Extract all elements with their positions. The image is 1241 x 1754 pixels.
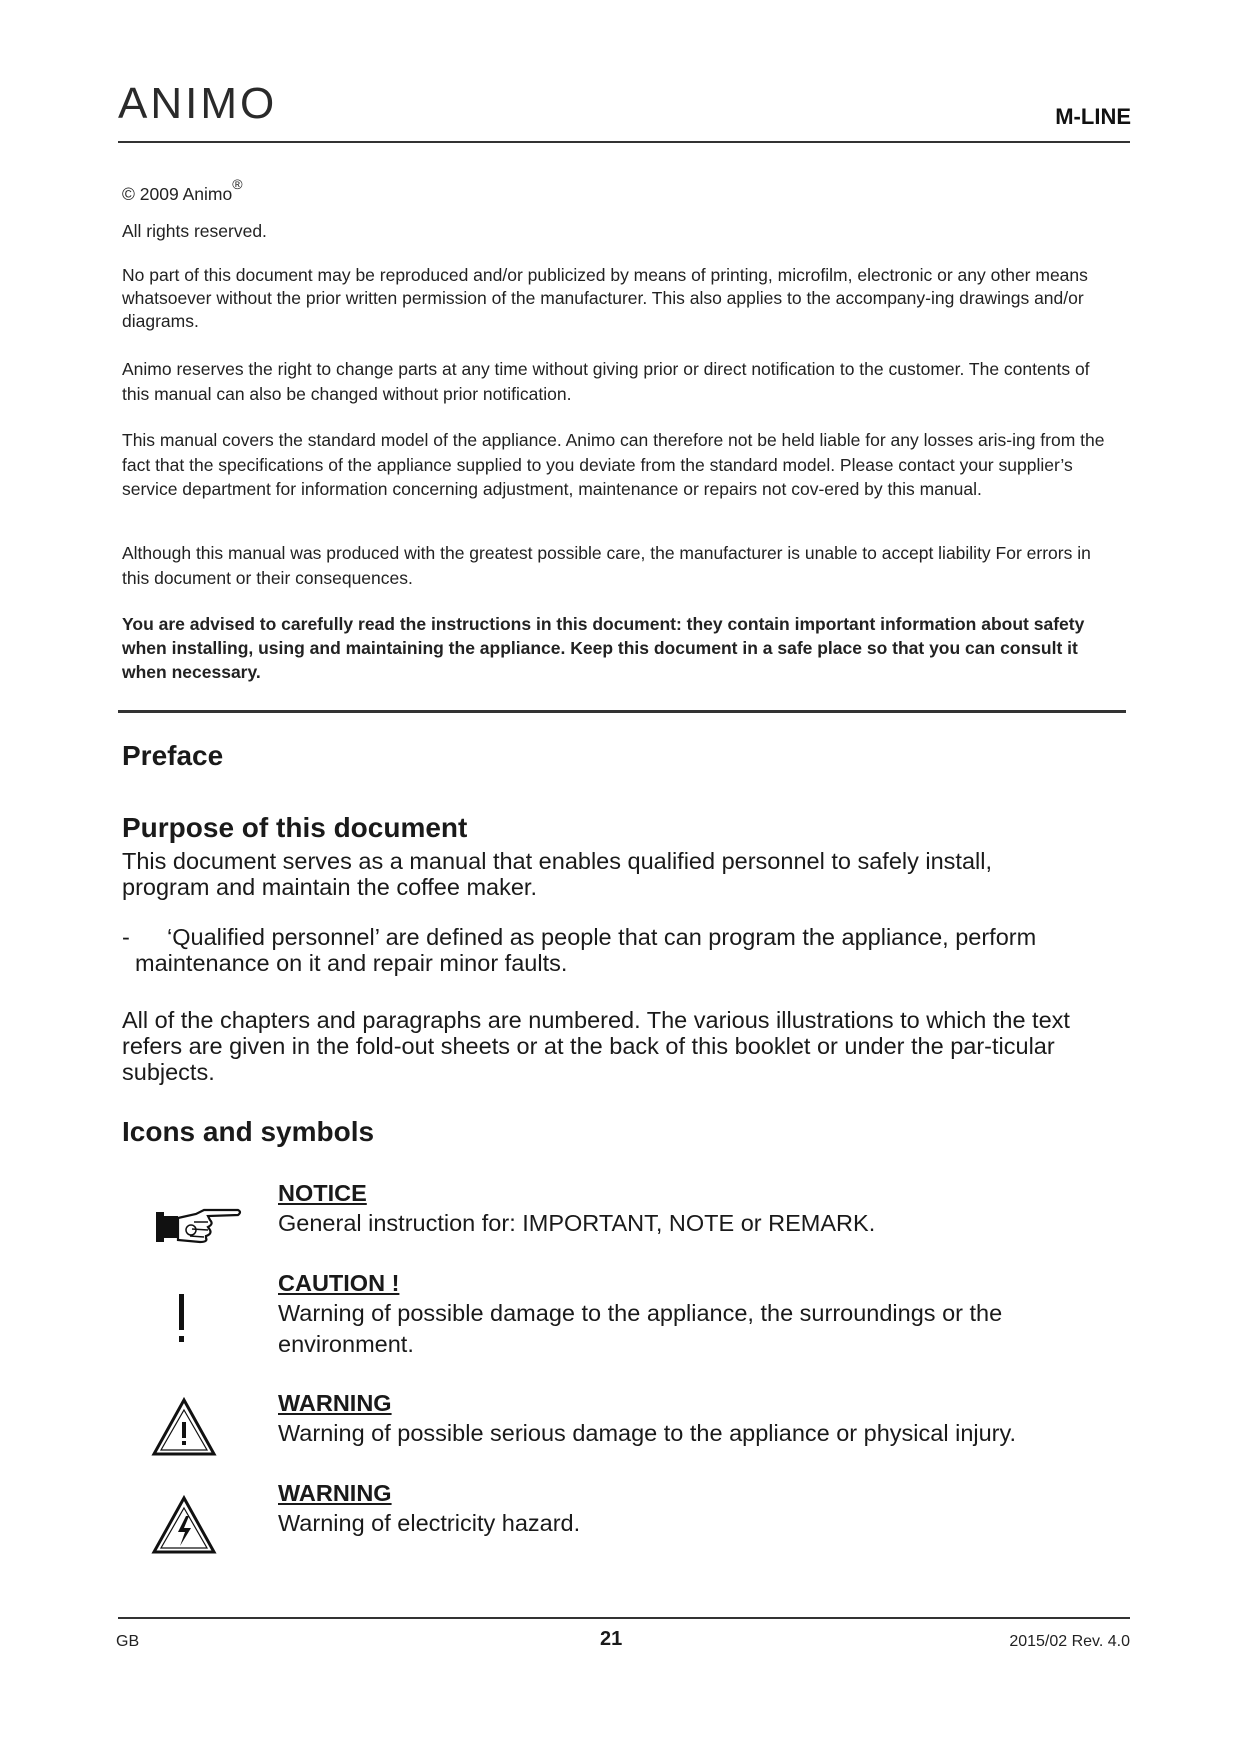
electricity-warning-text: Warning of electricity hazard. — [278, 1510, 581, 1536]
legal-paragraph-3: This manual covers the standard model of the appliance. Animo can therefore not be held liable for any losses aris-ing from the fact that the specifications of the appliance supplied to you deviate from the standard model. Please contact your supplier’s service department for information concerning adjustment, maintenance or repairs not cov-ered by this manual. — [122, 430, 1105, 499]
warning-title: WARNING — [278, 1390, 392, 1416]
icons-title: Icons and symbols — [122, 1116, 375, 1147]
footer-revision: 2015/02 Rev. 4.0 — [1009, 1633, 1130, 1650]
brand-logo: ANIMO — [118, 79, 278, 128]
caution-text: Warning of possible damage to the appliance, the surroundings or the environment. — [278, 1300, 1003, 1357]
copyright-line — [122, 176, 1142, 206]
section-divider — [118, 710, 1126, 713]
list-item — [122, 924, 1112, 976]
purpose-title: Purpose of this document — [122, 812, 468, 843]
model-name: M-LINE — [1055, 104, 1131, 129]
footer-language: GB — [116, 1633, 140, 1650]
pointing-hand-icon — [150, 1200, 246, 1256]
registered-mark: ® — [232, 176, 243, 192]
legal-paragraph-2: Animo reserves the right to change parts at any time without giving prior or direct notification to the customer. The contents of this manual can also be changed without prior notification. — [122, 359, 1090, 404]
preface-title: Preface — [122, 740, 224, 771]
header-divider — [118, 141, 1130, 143]
caution-title: CAUTION ! — [278, 1270, 400, 1296]
warning-triangle-icon — [150, 1396, 218, 1458]
copyright-text: © 2009 Animo — [122, 183, 233, 204]
notice-title: NOTICE — [278, 1180, 367, 1206]
rights-text: All rights reserved. — [122, 221, 267, 241]
electricity-warning-title: WARNING — [278, 1480, 392, 1506]
advice-note: You are advised to carefully read the instructions in this document: they contain important information about safety when installing, using and maintaining the appliance. Keep this document in a safe place so that you can consult it when necessary. — [122, 614, 1085, 682]
bullet-text: ‘Qualified personnel’ are defined as people that can program the appliance, perform maintenance on it and repair minor faults. — [135, 924, 1037, 976]
exclamation-icon — [172, 1292, 192, 1348]
warning-text: Warning of possible serious damage to the appliance or physical injury. — [278, 1420, 1017, 1446]
bullet-dash: - — [122, 924, 130, 950]
legal-paragraph-1: No part of this document may be reproduced and/or publicized by means of printing, microfilm, electronic or any other means whatsoever without the prior written permission of the manufacturer. This also applies to the accompany-ing drawings and/or diagrams. — [122, 265, 1088, 331]
page-number: 21 — [600, 1628, 623, 1650]
footer-divider — [118, 1617, 1130, 1619]
purpose-text: This document serves as a manual that enables qualified personnel to safely install, program and maintain the coffee maker. — [122, 848, 992, 900]
notice-text: General instruction for: IMPORTANT, NOTE or REMARK. — [278, 1210, 876, 1236]
electricity-hazard-icon — [150, 1494, 218, 1556]
chapters-text: All of the chapters and paragraphs are numbered. The various illustrations to which the text refers are given in the fold-out sheets or at the back of this booklet or under the par-ticular subjects. — [122, 1007, 1070, 1085]
legal-paragraph-4: Although this manual was produced with the greatest possible care, the manufacturer is unable to accept liability For errors in this document or their consequences. — [122, 543, 1091, 588]
